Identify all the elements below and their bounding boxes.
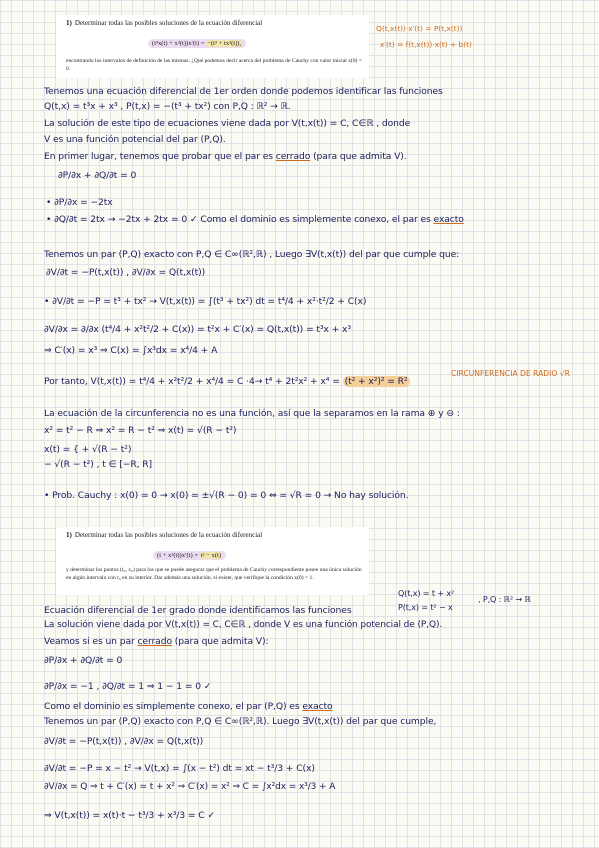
sol1-line-5 [44,151,407,162]
sol2-line-8: ∂V/∂t = −P(t,x(t)) , ∂V/∂x = Q(t,x(t)) [44,736,204,747]
sol1-line-7: • ∂P/∂x = −2tx [46,197,113,208]
sol1-line-6: ∂P/∂x + ∂Q/∂t = 0 [58,170,137,181]
circle-radius-note: CIRCUNFERENCIA DE RADIO √R [451,369,570,378]
sol1-line-5c: (para que admita V). [310,151,407,162]
problem-title-text: Determinar todas las posibles soluciones de la ecuación diferencial [74,19,263,27]
sol1-line-3: La solución de este tipo de ecuaciones viene dada por V(t,x(t)) = C, C∈ℝ , donde [44,118,411,129]
sol1-line-11: • ∂V/∂t = −P = t³ + tx² → V(t,x(t)) = ∫(t³ + tx²) dt = t⁴/4 + x²·t²/2 + C(x) [44,296,367,307]
sol1-line-2: Q(t,x) = t³x + x³ , P(t,x) = −(t³ + tx²) con P,Q : ℝ² → ℝ. [44,101,291,112]
sol2-Q-function: Q(t,x) = t + x² [398,589,455,598]
sol1-line-18: • Prob. Cauchy : x(0) = 0 → x(0) = ±√(R − 0) = 0 ⇔ = √R = 0 → No hay solución. [44,490,409,501]
sol1-line-14 [44,376,410,387]
problem-1-equation [148,39,246,48]
sol2-line-7: Tenemos un par (P,Q) exacto con P,Q ∈ C∞(ℝ²,ℝ). Luego ∃V(t,x(t)) del par que cumple, [44,716,437,727]
problem-2-equation [153,551,226,560]
sol1-line-12: ∂V/∂x = ∂/∂x (t⁴/4 + x²t²/2 + C(x)) = t²x + C′(x) = Q(t,x(t)) = t³x + x³ [44,324,351,335]
equation-left: (t³x(t) + x³(t))x′(t) = [152,40,205,47]
side-note-2: x′(t) = f(t,x(t))·x(t) + b(t) [380,40,472,49]
problem-2-title [66,531,262,539]
cerrado-label: cerrado [275,151,311,162]
sol2-line-1: Ecuación diferencial de 1er grado donde identificamos las funciones [44,605,352,616]
sol2-line-10: ∂V/∂x = Q ⇒ t + C′(x) = t + x² ⇒ C′(x) = x² ⇒ C = ∫x²dx = x³/3 + A [44,782,336,792]
sol2-line-11: ⇒ V(t,x(t)) = x(t)·t − t³/3 + x³/3 = C ✓ [44,810,216,821]
sol2-line-2: La solución viene dada por V(t,x(t)) = C, C∈ℝ , donde V es una función potencial de (P,Q). [44,620,443,630]
sol1-line-13: ⇒ C′(x) = x³ ⇒ C(x) = ∫x³dx = x⁴/4 + A [44,345,218,356]
sol1-line-9: Tenemos un par (P,Q) exacto con P,Q ∈ C∞(ℝ²,ℝ) , Luego ∃V(t,x(t)) del par que cumple que: [44,249,460,260]
sol1-line-15: La ecuación de la circunferencia no es una función, así que la separamos en la rama ⊕ y ⊖ : [44,408,460,419]
problem-2-body: y determinar los puntos (t₀, x₀) para los que se puede asegurar que el problema de Cauchy correspondiente posee una única solución en algún intervalo con t₀ en su interior. Dar además una solución, si existe, que verifique la condición x(0) = 1. [66,567,362,581]
sol1-line-17a: x(t) = { + √(R − t²) [44,444,132,455]
sol2-P-function: P(t,x) = t² − x [398,603,453,612]
sol2-line-6a: Como el dominio es simplemente conexo, el par (P,Q) es [44,701,303,712]
sol2-PQ-domain: , P,Q : ℝ² → ℝ [478,595,531,604]
sol1-line-10: ∂V/∂t = −P(t,x(t)) , ∂V/∂x = Q(t,x(t)) [46,267,206,278]
equation-right: t² − x(t) [200,552,222,559]
exacto-label: exacto [433,214,464,225]
sol1-line-8 [46,214,464,225]
sol2-line-4: ∂P/∂x + ∂Q/∂t = 0 [44,655,123,666]
circle-equation: (t² + x²)² = R² [344,376,408,387]
sol1-line-17b: − √(R − t²) , t ∈ [−R, R] [44,459,153,470]
problem-1-statement [56,15,369,78]
sol2-line-3a: Veamos si es un par [44,636,138,647]
problem-number: 1) [66,531,72,539]
sol2-line-3 [44,636,268,647]
sol1-line-14a: Por tanto, V(t,x(t)) = t⁴/4 + x²t²/2 + x⁴/4 = C ·4→ t⁴ + 2t²x² + x⁴ = [44,376,343,387]
sol2-line-3c: (para que admita V): [171,636,269,647]
sol2-line-9: ∂V/∂t = −P = x − t² → V(t,x) = ∫(x − t²) dt = xt − t³/3 + C(x) [44,763,315,774]
problem-title-text: Determinar todas las posibles soluciones de la ecuación diferencial [74,531,263,539]
problem-1-title [66,19,262,27]
sol1-line-1: Tenemos una ecuación diferencial de 1er orden donde podemos identificar las funciones [44,86,443,97]
sol2-line-5: ∂P/∂x = −1 , ∂Q/∂t = 1 ⇒ 1 − 1 = 0 ✓ [44,681,212,692]
sol1-line-16: x² = t² − R ⇒ x² = R − t² ⇒ x(t) = √(R − t²) [44,425,237,436]
problem-1-body: encontrando los intervalos de definición de las mismas. ¿Qué podemos decir acerca del problema de Cauchy con valor inicial x(0) = 0. [66,58,362,72]
cerrado-label-2: cerrado [137,636,172,647]
problem-number: 1) [66,19,72,27]
equation-left: (t + x²(t))x′(t) = [157,552,199,559]
exacto-label-2: exacto [302,701,333,712]
sol1-line-5a: En primer lugar, tenemos que probar que el par es [44,151,276,162]
sol2-line-6 [44,701,333,712]
sol1-line-8b: Como el dominio es simplemente conexo, el par es [200,214,434,225]
sol1-line-4: V es una función potencial del par (P,Q). [44,134,226,145]
side-note-1: Q(t,x(t))·x′(t) = P(t,x(t)) [376,24,463,33]
problem-2-statement [56,527,369,595]
sol1-line-8a: • ∂Q/∂t = 2tx → −2tx + 2tx = 0 ✓ [46,214,198,225]
equation-right: −(t³ + tx²(t)), [207,40,242,47]
